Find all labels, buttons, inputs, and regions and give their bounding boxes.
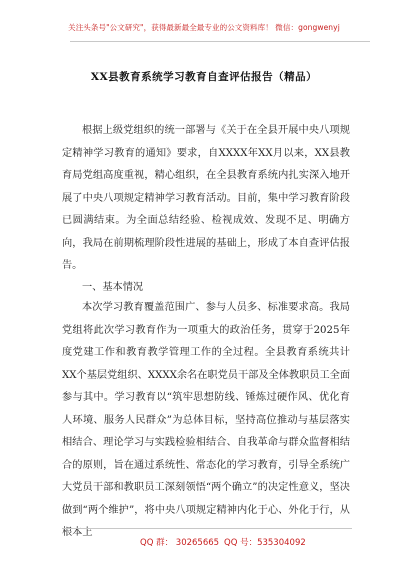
footer-qq-number: QQ 号：535304092 xyxy=(224,538,306,548)
paragraph-basic-situation xyxy=(62,297,350,545)
document-title: XX县教育系统学习教育自查评估报告（精品） xyxy=(90,71,318,83)
paragraph-basic-situation-text: 本次学习教育覆盖范围广、参与人员多、标准要求高。我局党组将此次学习教育作为一项重大的政治任务，贯穿于2025年度党建工作和教育教学管理工作的全过程。全县教育系统共计XX个基层党组织、XXXX余名在职党员干部及全体教职员工全面参与其中。学习教育以“筑牢思想防线、锤炼过硬作风、优化育人环境、服务人民群众”为总体目标，坚持高位推动与基层落实相结合、理论学习与实践检验相结合、自我革命与群众监督相结合的原则，旨在通过系统性、常态化的学习教育，引导全系统广大党员干部和教职员工深刻领悟“两个确立”的决定性意义，坚决做到“两个维护”，将中央八项规定精神内化于心、外化于行，从根本上 xyxy=(62,302,351,538)
footer-divider xyxy=(62,528,352,529)
header-banner: 关注头条号"公文研究"，获得最新最全最专业的公文资料库！ 微信：gongwenyj xyxy=(68,23,340,32)
section-heading-basic-situation: 一、基本情况 xyxy=(82,282,144,293)
paragraph-intro-text: 根据上级党组织的统一部署与《关于在全县开展中央八项规定精神学习教育的通知》要求，自XXXX年XX月以来，XX县教育局党组高度重视，精心组织，在全县教育系统内扎实深入地开展了中央八项规定精神学习教育活动。目前，集中学习教育阶段已圆满结束。为全面总结经验、检视成效、发现不足、明确方向，我局在前期梳理阶段性进展的基础上，形成了本自查评估报告。 xyxy=(62,125,350,271)
header-divider xyxy=(70,41,370,42)
footer-qq-group: QQ 群： 30265665 xyxy=(140,538,220,548)
paragraph-intro xyxy=(62,120,350,278)
